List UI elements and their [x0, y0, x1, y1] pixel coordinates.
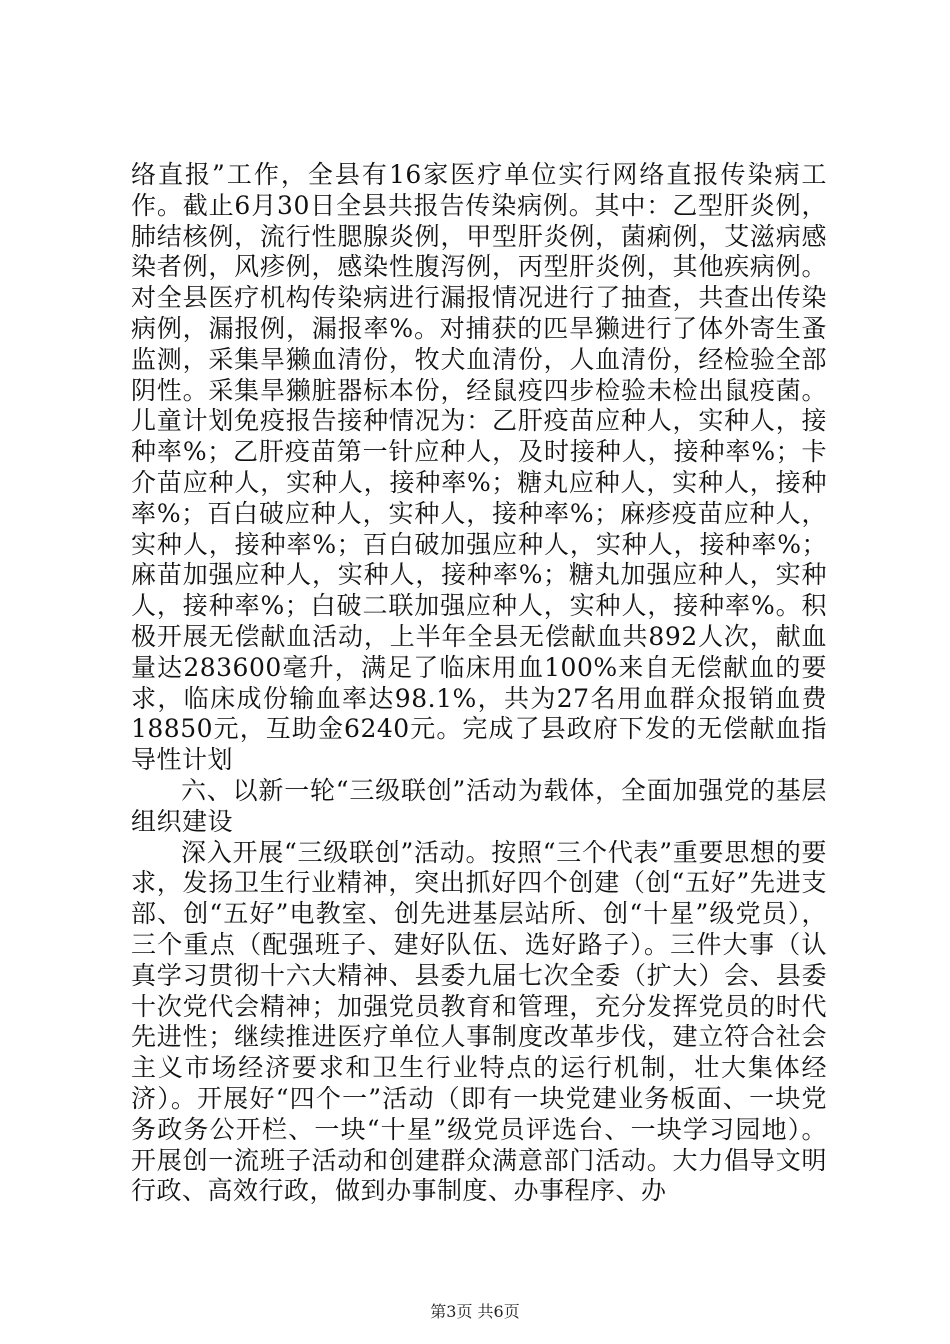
document-body — [131, 160, 827, 1207]
paragraph: 深入开展“三级联创”活动。按照“三个代表”重要思想的要求，发扬卫生行业精神，突出抓好四个创建（创“五好”先进支部、创“五好”电教室、创先进基层站所、创“十星”级党员），三个重点（配强班子、建好队伍、选好路子）。三件大事（认真学习贯彻十六大精神、县委九届七次全委（扩大）会、县委十次党代会精神；加强党员教育和管理，充分发挥党员的时代先进性；继续推进医疗单位人事制度改革步伐，建立符合社会主义市场经济要求和卫生行业特点的运行机制，壮大集体经济）。开展好“四个一”活动（即有一块党建业务板面、一块党务政务公开栏、一块“十星”级党员评选台、一块学习园地）。开展创一流班子活动和创建群众满意部门活动。大力倡导文明行政、高效行政，做到办事制度、办事程序、办 — [131, 837, 827, 1206]
page-number-footer: 第3页 共6页 — [430, 1302, 520, 1321]
paragraph-continuation: 络直报”工作，全县有16家医疗单位实行网络直报传染病工作。截止6月30日全县共报告传染病例。其中：乙型肝炎例，肺结核例，流行性腮腺炎例，甲型肝炎例，菌痢例，艾滋病感染者例，风疹例，感染性腹泻例，丙型肝炎例，其他疾病例。对全县医疗机构传染病进行漏报情况进行了抽查，共查出传染病例，漏报例，漏报率%。对捕获的匹旱獭进行了体外寄生蚤监测，采集旱獭血清份，牧犬血清份，人血清份，经检验全部阴性。采集旱獭脏器标本份，经鼠疫四步检验未检出鼠疫菌。儿童计划免疫报告接种情况为：乙肝疫苗应种人，实种人，接种率%；乙肝疫苗第一针应种人，及时接种人，接种率%；卡介苗应种人，实种人，接种率%；糖丸应种人，实种人，接种率%；百白破应种人，实种人，接种率%；麻疹疫苗应种人，实种人，接种率%；百白破加强应种人，实种人，接种率%；麻苗加强应种人，实种人，接种率%；糖丸加强应种人，实种人，接种率%；白破二联加强应种人，实种人，接种率%。积极开展无偿献血活动，上半年全县无偿献血共892人次，献血量达283600毫升，满足了临床用血100%来自无偿献血的要求，临床成份输血率达98.1%，共为27名用血群众报销血费18850元，互助金6240元。完成了县政府下发的无偿献血指导性计划 — [131, 160, 827, 775]
section-heading: 六、以新一轮“三级联创”活动为载体，全面加强党的基层组织建设 — [131, 775, 827, 836]
